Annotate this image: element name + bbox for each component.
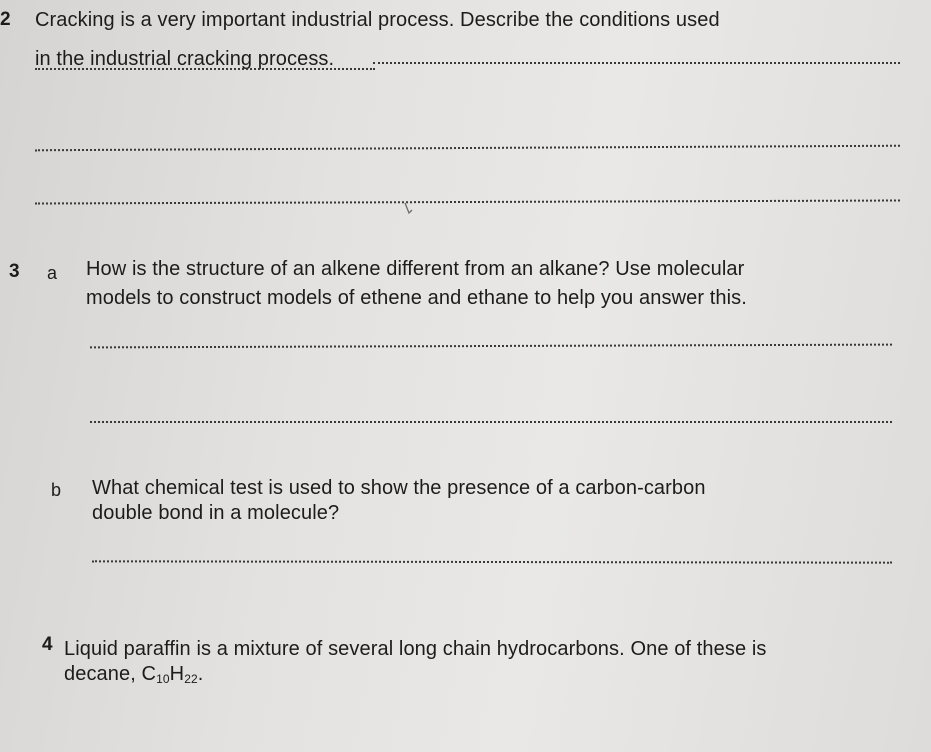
- question-2-text-line-1: Cracking is a very important industrial process. Describe the conditions used: [35, 9, 720, 31]
- pen-tick-mark: [403, 200, 419, 216]
- answer-line: [373, 62, 900, 64]
- answer-line: [90, 421, 892, 423]
- answer-line: [35, 68, 375, 70]
- question-3a-text-line-2: models to construct models of ethene and ethane to help you answer this.: [86, 287, 747, 309]
- answer-line: [90, 344, 892, 349]
- question-4-text-line-2: decane, $C_{10}H_{22}$.: [64, 663, 204, 686]
- part-letter-a: a: [47, 263, 58, 283]
- part-letter-b: b: [51, 480, 62, 500]
- question-2-text-line-2: in the industrial cracking process.: [35, 48, 335, 70]
- question-number-2: 2: [0, 9, 11, 30]
- question-3a-text-line-1: How is the structure of an alkene different from an alkane? Use molecular: [86, 258, 745, 280]
- question-number-4: 4: [42, 634, 53, 655]
- question-3b-text-line-1: What chemical test is used to show the presence of a carbon-carbon: [92, 477, 706, 499]
- question-4-text-line-1: Liquid paraffin is a mixture of several long chain hydrocarbons. One of these is: [64, 638, 767, 660]
- answer-line: [92, 560, 892, 563]
- answer-line: [35, 199, 900, 204]
- question-number-3: 3: [9, 261, 20, 282]
- answer-line: [35, 145, 900, 152]
- question-3b-text-line-2: double bond in a molecule?: [92, 502, 340, 524]
